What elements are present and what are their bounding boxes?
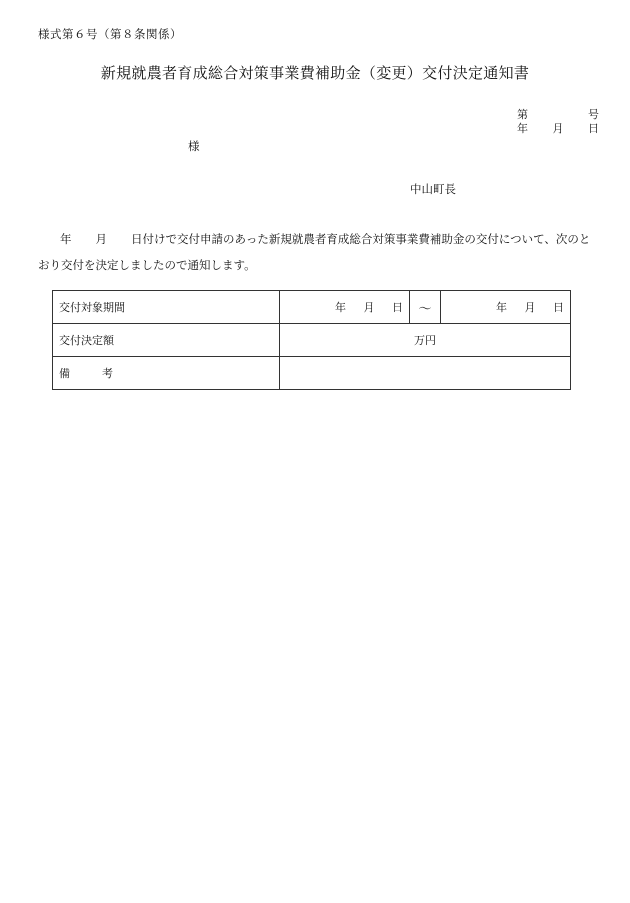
doc-date-year: 年 [517,122,528,135]
issuer-name: 中山町長 [410,182,456,196]
doc-number-go: 号 [588,108,599,121]
body-year: 年 [60,232,72,246]
remarks-label [53,357,280,390]
body-paragraph [38,226,600,278]
form-number: 様式第６号（第８条関係） [38,27,182,41]
period-end-month: 月 [524,301,536,314]
period-start-year: 年 [335,301,346,314]
amount-unit: 万円 [414,334,436,347]
period-start [280,291,410,324]
remarks-value [280,357,571,390]
period-end-year: 年 [496,301,507,314]
period-start-month: 月 [363,301,375,314]
amount-label: 交付決定額 [53,324,280,357]
document-number [517,108,599,122]
remarks-row [53,357,571,390]
body-month: 月 [95,232,107,246]
period-start-day: 日 [392,301,403,314]
period-end-day: 日 [553,301,564,314]
remarks-label-1: 備 [59,367,70,380]
amount-row [53,324,571,357]
period-row [53,291,571,324]
grant-table [52,290,571,390]
addressee-suffix: 様 [188,139,200,153]
period-tilde: ～ [410,291,441,324]
doc-number-dai: 第 [517,108,528,121]
doc-date-month: 月 [552,122,564,135]
doc-date-day: 日 [588,122,599,135]
document-date [517,122,599,136]
period-end [441,291,571,324]
document-title: 新規就農者育成総合対策事業費補助金（変更）交付決定通知書 [100,64,530,82]
amount-value [280,324,571,357]
body-text: 日付けで交付申請のあった新規就農者育成総合対策事業費補助金の交付について、次のとおり交付を決定しましたので通知します。 [38,232,591,272]
remarks-label-2: 考 [102,367,113,380]
period-label: 交付対象期間 [53,291,280,324]
